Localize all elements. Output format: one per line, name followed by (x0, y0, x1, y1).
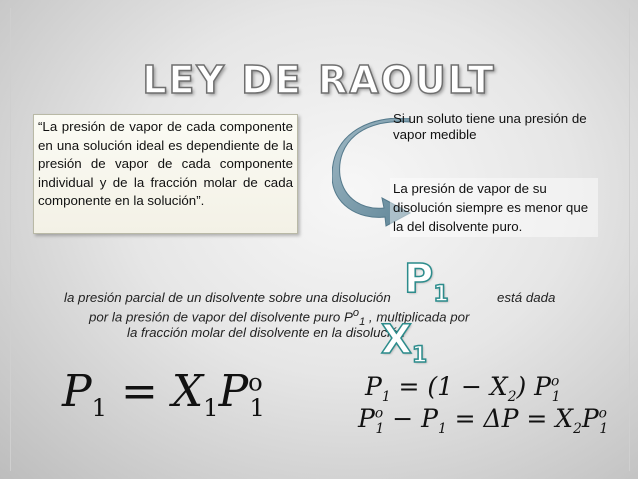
description-line-1-end: está dada (497, 290, 556, 305)
raoult-formula: $P_1 = X_1P^o_1$ (62, 366, 265, 422)
formula-mole-fraction-solute: $P_1 = (1 - X_2)$ $P^o_1$ (365, 372, 561, 405)
note-lower-pressure: La presión de vapor de su disolución siempre es menor que la del disolvente puro. (390, 178, 598, 237)
description-line-3: la fracción molar del disolvente en la disolución (127, 325, 405, 340)
description-line-2: por la presión de vapor del disolvente puro $P^o_1$ , multiplicada por (89, 307, 470, 329)
note-measurable-vapor: Si un soluto tiene una presión de vapor medible (393, 111, 587, 142)
definition-quote: “La presión de vapor de cada componente en una solución ideal es dependiente de la presión de vapor de cada componente individual y de la fracción molar de cada componente en la solución”. (38, 119, 293, 208)
slide-title: LEY DE RAOULT (142, 58, 496, 102)
definition-quote-box (33, 114, 298, 234)
symbol-x1: $X_1$ (381, 317, 428, 368)
symbol-p1: $P_1$ (404, 256, 449, 307)
description-line-1: la presión parcial de un disolvente sobre una disolución (64, 290, 391, 305)
formula-vapor-pressure-lowering: $P^o_1 - P_1 = \Delta P = X_2P^o_1$ (358, 404, 609, 437)
